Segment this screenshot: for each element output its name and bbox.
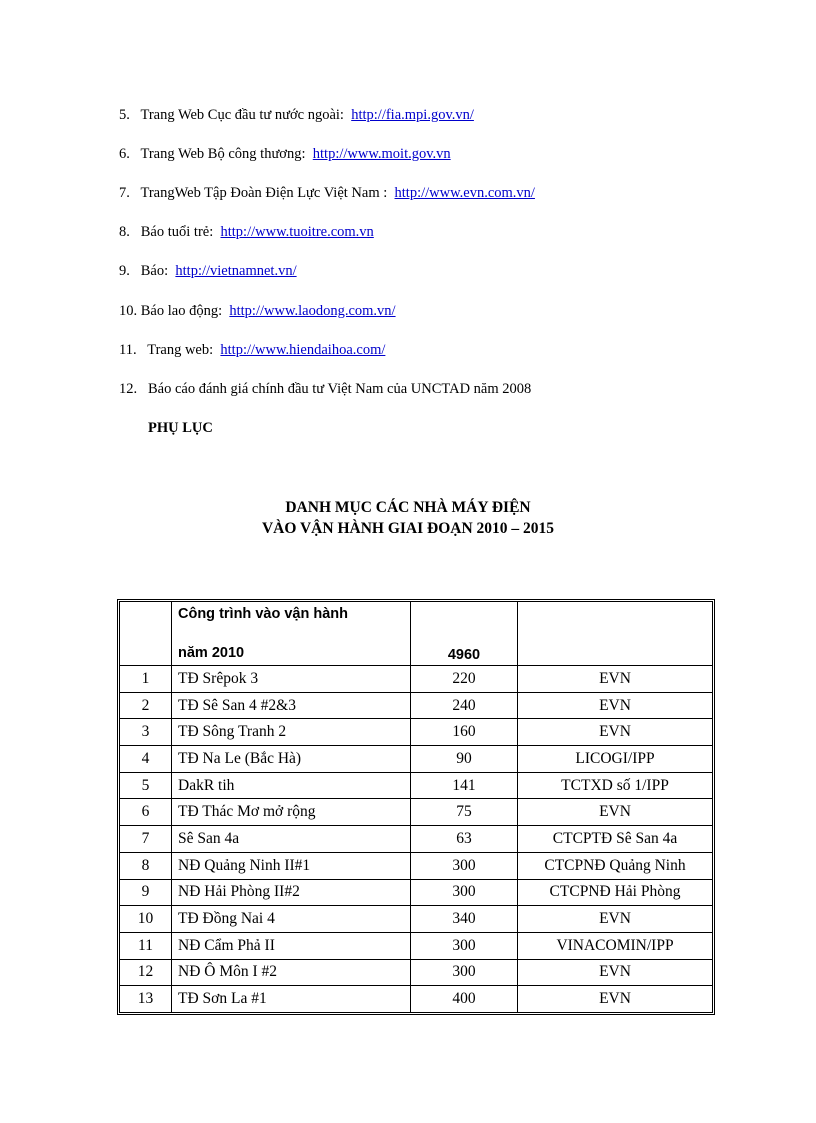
table-row: [120, 959, 713, 986]
reference-number: 8.: [119, 224, 130, 240]
plant-name: Sê San 4a: [172, 826, 411, 853]
plant-name: TĐ Sơn La #1: [172, 986, 411, 1013]
plant-owner: EVN: [518, 666, 713, 693]
header-total-capacity: 4960: [447, 647, 481, 663]
plant-owner: EVN: [518, 986, 713, 1013]
plant-capacity: 340: [411, 906, 518, 933]
table-row: [120, 719, 713, 746]
row-number: 6: [120, 799, 172, 826]
table-row: [120, 852, 713, 879]
reference-link[interactable]: http://www.evn.com.vn/: [394, 185, 535, 201]
appendix-heading: PHỤ LỤC: [148, 420, 213, 436]
plant-name: NĐ Quảng Ninh II#1: [172, 852, 411, 879]
header-cell-owner: [518, 602, 713, 666]
row-number: 13: [120, 986, 172, 1013]
plant-capacity: 300: [411, 932, 518, 959]
plant-capacity: 160: [411, 719, 518, 746]
reference-number: 12.: [119, 381, 138, 397]
plant-name: DakR tih: [172, 772, 411, 799]
row-number: 12: [120, 959, 172, 986]
reference-number: 5.: [119, 107, 130, 123]
reference-text: Báo cáo đánh giá chính đầu tư Việt Nam của UNCTAD năm 2008: [148, 381, 532, 397]
plant-owner: CTCPNĐ Hải Phòng: [518, 879, 713, 906]
plant-capacity: 141: [411, 772, 518, 799]
table-row: [120, 826, 713, 853]
plant-name: TĐ Sê San 4 #2&3: [172, 692, 411, 719]
plant-capacity: 300: [411, 879, 518, 906]
plant-owner: TCTXD số 1/IPP: [518, 772, 713, 799]
plant-capacity: 400: [411, 986, 518, 1013]
plant-capacity: 240: [411, 692, 518, 719]
row-number: 7: [120, 826, 172, 853]
power-plant-table: [117, 599, 715, 1015]
reference-text: Báo tuổi trẻ:: [140, 224, 214, 240]
reference-number: 7.: [119, 185, 130, 201]
table-row: [120, 772, 713, 799]
reference-text: Trang Web Bộ công thương:: [140, 146, 306, 162]
plant-capacity: 90: [411, 746, 518, 773]
reference-link[interactable]: http://www.moit.gov.vn: [312, 146, 451, 162]
table-row: [120, 799, 713, 826]
plant-name: TĐ Sông Tranh 2: [172, 719, 411, 746]
reference-item: [119, 223, 374, 241]
table-title-line-2: VÀO VẬN HÀNH GIAI ĐOẠN 2010 – 2015: [261, 520, 555, 537]
reference-link[interactable]: http://www.laodong.com.vn/: [229, 303, 396, 319]
reference-item: [119, 302, 396, 320]
plant-owner: EVN: [518, 959, 713, 986]
row-number: 3: [120, 719, 172, 746]
plant-name: NĐ Hải Phòng II#2: [172, 879, 411, 906]
header-year: năm 2010: [178, 645, 245, 661]
table-row: [120, 879, 713, 906]
reference-text: Báo:: [140, 263, 169, 279]
plant-capacity: 63: [411, 826, 518, 853]
plant-name: NĐ Ô Môn I #2: [172, 959, 411, 986]
reference-item: [119, 380, 531, 398]
plant-name: TĐ Đồng Nai 4: [172, 906, 411, 933]
plant-owner: CTCPTĐ Sê San 4a: [518, 826, 713, 853]
reference-number: 9.: [119, 263, 130, 279]
plant-capacity: 75: [411, 799, 518, 826]
header-cell-project: [172, 602, 411, 666]
plant-owner: VINACOMIN/IPP: [518, 932, 713, 959]
reference-text: Trang web:: [147, 342, 214, 358]
row-number: 2: [120, 692, 172, 719]
reference-item: [119, 184, 535, 202]
plant-owner: EVN: [518, 906, 713, 933]
plant-capacity: 220: [411, 666, 518, 693]
row-number: 1: [120, 666, 172, 693]
reference-link[interactable]: http://fia.mpi.gov.vn/: [351, 107, 474, 123]
table-title-line-1: DANH MỤC CÁC NHÀ MÁY ĐIỆN: [285, 499, 531, 516]
row-number: 4: [120, 746, 172, 773]
header-cell-capacity: [411, 602, 518, 666]
table-header-row: [120, 602, 713, 666]
plant-capacity: 300: [411, 852, 518, 879]
plant-name: TĐ Na Le (Bắc Hà): [172, 746, 411, 773]
reference-text: TrangWeb Tập Đoàn Điện Lực Việt Nam :: [140, 185, 388, 201]
plant-owner: EVN: [518, 719, 713, 746]
plant-owner: LICOGI/IPP: [518, 746, 713, 773]
reference-text: Báo lao động:: [140, 303, 223, 319]
table-row: [120, 692, 713, 719]
reference-number: 11.: [119, 342, 137, 358]
plant-capacity: 300: [411, 959, 518, 986]
reference-item: [119, 106, 474, 124]
header-cell-number: [120, 602, 172, 666]
table-row: [120, 746, 713, 773]
row-number: 5: [120, 772, 172, 799]
table-row: [120, 932, 713, 959]
reference-text: Trang Web Cục đầu tư nước ngoài:: [140, 107, 344, 123]
row-number: 9: [120, 879, 172, 906]
reference-item: [119, 145, 451, 163]
reference-number: 6.: [119, 146, 130, 162]
row-number: 8: [120, 852, 172, 879]
plant-owner: EVN: [518, 692, 713, 719]
table-row: [120, 986, 713, 1013]
plant-name: NĐ Cẩm Phả II: [172, 932, 411, 959]
table-row: [120, 906, 713, 933]
header-caption: Công trình vào vận hành: [178, 606, 348, 622]
reference-item: [119, 341, 385, 359]
row-number: 11: [120, 932, 172, 959]
plant-owner: CTCPNĐ Quảng Ninh: [518, 852, 713, 879]
reference-link[interactable]: http://vietnamnet.vn/: [175, 263, 297, 279]
plant-name: TĐ Srêpok 3: [172, 666, 411, 693]
reference-link[interactable]: http://www.tuoitre.com.vn: [220, 224, 374, 240]
table-row: [120, 666, 713, 693]
reference-link[interactable]: http://www.hiendaihoa.com/: [220, 342, 386, 358]
reference-item: [119, 262, 297, 280]
plant-owner: EVN: [518, 799, 713, 826]
row-number: 10: [120, 906, 172, 933]
reference-number: 10.: [119, 303, 138, 319]
plant-name: TĐ Thác Mơ mở rộng: [172, 799, 411, 826]
